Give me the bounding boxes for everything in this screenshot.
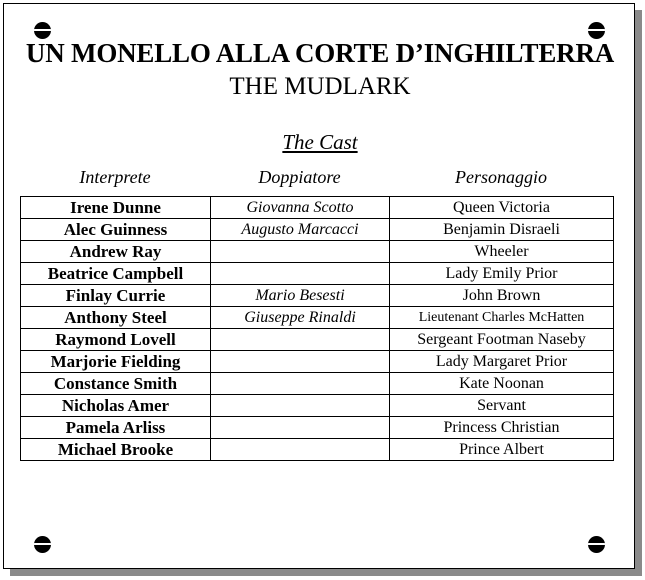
actor-cell: Raymond Lovell [21, 329, 211, 351]
page-subtitle: THE MUDLARK [229, 73, 411, 100]
table-row [21, 241, 614, 263]
table-row [21, 395, 614, 417]
table-row [21, 285, 614, 307]
table-row [21, 307, 614, 329]
role-cell: Princess Christian [390, 417, 614, 439]
dubber-cell [211, 439, 390, 461]
page-title: UN MONELLO ALLA CORTE D’INGHILTERRA [25, 38, 615, 68]
table-row [21, 417, 614, 439]
actor-cell: Pamela Arliss [21, 417, 211, 439]
table-row [21, 373, 614, 395]
role-cell: Benjamin Disraeli [390, 219, 614, 241]
cast-plate [3, 3, 635, 569]
role-cell: Lady Emily Prior [390, 263, 614, 285]
role-cell: Lieutenant Charles McHatten [390, 307, 614, 329]
actor-cell: Beatrice Campbell [21, 263, 211, 285]
table-row [21, 263, 614, 285]
dubber-cell [211, 263, 390, 285]
table-row [21, 329, 614, 351]
dubber-cell [211, 373, 390, 395]
table-row [21, 439, 614, 461]
actor-cell: Irene Dunne [21, 197, 211, 219]
role-cell: John Brown [390, 285, 614, 307]
dubber-cell: Giovanna Scotto [211, 197, 390, 219]
screw-icon [34, 22, 51, 39]
actor-cell: Alec Guinness [21, 219, 211, 241]
actor-cell: Finlay Currie [21, 285, 211, 307]
dubber-cell: Giuseppe Rinaldi [211, 307, 390, 329]
dubber-cell [211, 329, 390, 351]
column-header-doppiatore: Doppiatore [258, 167, 341, 187]
column-header-personaggio: Personaggio [455, 167, 547, 187]
actor-cell: Nicholas Amer [21, 395, 211, 417]
table-row [21, 219, 614, 241]
dubber-cell [211, 395, 390, 417]
column-header-interprete: Interprete [79, 167, 151, 187]
actor-cell: Marjorie Fielding [21, 351, 211, 373]
role-cell: Lady Margaret Prior [390, 351, 614, 373]
dubber-cell [211, 417, 390, 439]
role-cell: Queen Victoria [390, 197, 614, 219]
screw-icon [34, 536, 51, 553]
table-row [21, 351, 614, 373]
role-cell: Prince Albert [390, 439, 614, 461]
dubber-cell [211, 241, 390, 263]
role-cell: Sergeant Footman Naseby [390, 329, 614, 351]
role-cell: Wheeler [390, 241, 614, 263]
actor-cell: Michael Brooke [21, 439, 211, 461]
screw-icon [588, 536, 605, 553]
dubber-cell: Augusto Marcacci [211, 219, 390, 241]
cast-table [20, 196, 614, 461]
actor-cell: Constance Smith [21, 373, 211, 395]
actor-cell: Anthony Steel [21, 307, 211, 329]
screw-icon [588, 22, 605, 39]
dubber-cell: Mario Besesti [211, 285, 390, 307]
actor-cell: Andrew Ray [21, 241, 211, 263]
cast-heading: The Cast [282, 130, 358, 154]
role-cell: Servant [390, 395, 614, 417]
role-cell: Kate Noonan [390, 373, 614, 395]
dubber-cell [211, 351, 390, 373]
table-row [21, 197, 614, 219]
